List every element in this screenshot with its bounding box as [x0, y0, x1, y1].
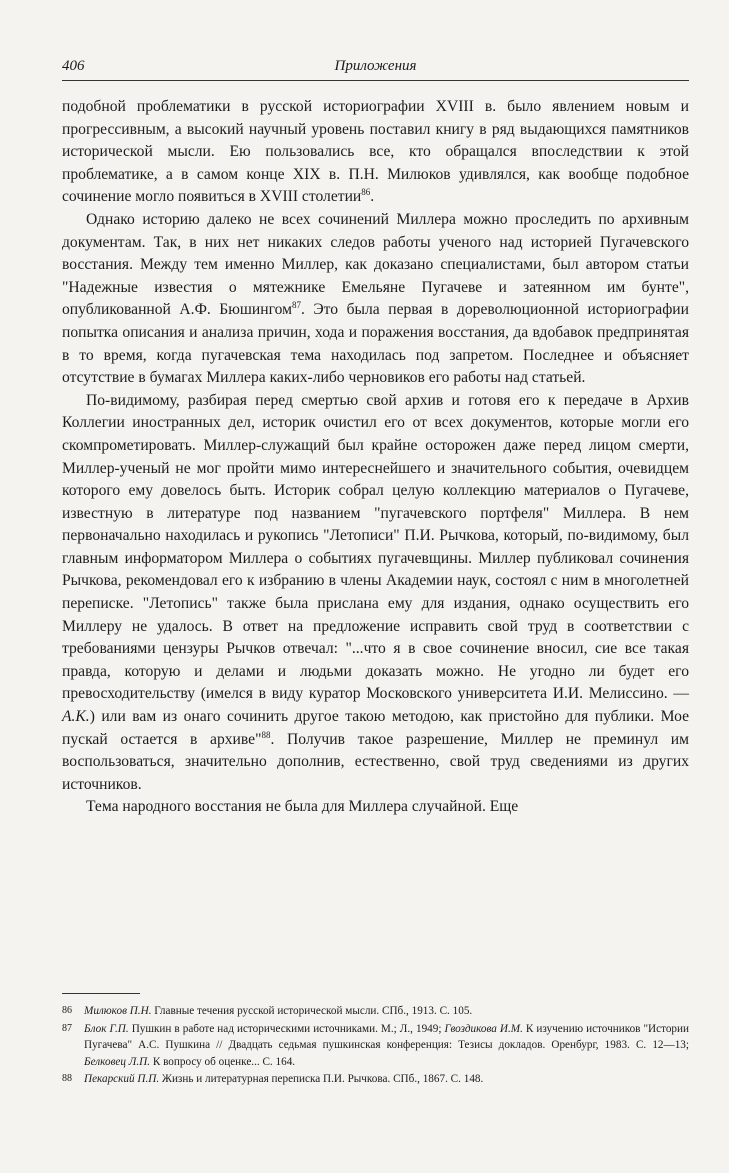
text-run: К вопросу об оценке... С. 164. [150, 1055, 296, 1068]
footnote-number: 88 [62, 1073, 72, 1085]
italic-text: Милюков П.Н. [84, 1005, 152, 1017]
footnote-number: 86 [62, 1005, 72, 1016]
text-run: Главные течения русской исторической мысли. СПб., 1913. С. 105. [151, 1005, 473, 1017]
italic-text: А.К. [62, 708, 90, 726]
text-run: . Это была первая в дореволюционной историографии попытка описания и анализа причин, хода и поражения восстания, да вдобавок предпринятая в то время, когда пугачевская тема находилась под запретом. Последнее и объясняет отсутствие в бумагах Миллера каких-либо черновиков его работы над статьей. [62, 301, 689, 387]
footnote-number: 87 [62, 1022, 72, 1034]
footnote-ref: 88 [261, 729, 271, 740]
footnote-text [84, 1023, 689, 1068]
footnotes [62, 1003, 689, 1089]
text-run: ) или вам из онаго сочинить другое такою методою, как пристойно для публики. Мое пускай остается в архиве" [62, 708, 689, 748]
footnote-88 [62, 1071, 689, 1088]
text-run: Тема народного восстания не была для Миллера случайной. Еще [86, 798, 519, 816]
footnote-separator [62, 993, 140, 994]
italic-text: Блок Г.П. [84, 1022, 129, 1035]
italic-text: Пекарский П.П. [84, 1073, 160, 1086]
italic-text: Белковец Л.П. [84, 1055, 151, 1068]
paragraph-2 [62, 209, 689, 390]
paragraph-4 [62, 796, 689, 819]
paragraph-1 [62, 96, 689, 209]
running-title: Приложения [334, 58, 417, 74]
text-run: подобной проблематики в русской историографии XVIII в. было явлением новым и прогрессивным, а высокий научный уровень поставил книгу в ряд выдающихся памятников исторической мысли. Ею пользовались все, кто обращался впоследствии к этой проблематике, а в самом конце XIX в. П.Н. Милюков удивлялся, как вообще подобное сочинение могло появиться в XVIII столетии [62, 98, 689, 206]
footnote-text [84, 1005, 472, 1017]
text-run: Пушкин в работе над историческими источниками. М.; Л., 1949; [128, 1022, 445, 1035]
text-run: К изучению источников "Истории Пугачева" А.С. Пушкина // Двадцать седьмая пушкинская конференция: Тезисы докладов. Оренбург, 1983. С. 12—13; [84, 1022, 689, 1052]
paragraph-3 [62, 390, 689, 797]
italic-text: Гвоздикова И.М. [444, 1022, 523, 1035]
main-text [62, 96, 689, 819]
footnote-text [84, 1073, 483, 1085]
footnote-ref: 86 [361, 187, 371, 198]
footnote-ref: 87 [291, 300, 301, 311]
text-run: . [370, 188, 375, 206]
text-run: Жизнь и литературная переписка П.И. Рычкова. СПб., 1867. С. 148. [159, 1073, 484, 1086]
text-run: По-видимому, разбирая перед смертью свой архив и готовя его к передаче в Архив Коллегии иностранных дел, историк очистил его от всех документов, которые могли его скомпрометировать. Миллер-служащий был крайне осторожен даже перед лицом смерти, Миллер-ученый не мог пройти мимо интереснейшего и значительного события, очевидцем которого ему довелось быть. Историк собрал целую коллекцию материалов о Пугачеве, известную в литературе под названием "пугачевского портфеля" Миллера. В нем первоначально находилась и рукопись "Летописи" П.И. Рычкова, который, по-видимому, был главным информатором Миллера о событиях пугачевщины. Миллер публиковал сочинения Рычкова, рекомендовал его к избранию в члены Академии наук, состоял с ним в многолетней переписке. "Летопись" также была прислана ему для издания, однако осуществить его Миллеру не удалось. В ответ на предложение исправить свой труд в соответствии с требованиями цензуры Рычков отвечал: "...что я в свое сочинение вносил, сие все такая правда, которую и делами и людьми доказать можно. Не угодно ли будет его превосходительству (имелся в виду куратор Московского университета И.И. Мелиссино. — [62, 391, 689, 703]
text-run: Однако историю далеко не всех сочинений Миллера можно проследить по архивным документам. Так, в них нет никаких следов работы ученого над историей Пугачевского восстания. Между тем именно Миллер, как доказано специалистами, был автором статьи "Надежные известия о мятежнике Емельяне Пугачеве и затеянном им бунте", опубликованной А.Ф. Бюшингом [62, 210, 689, 319]
footnote-87 [62, 1021, 689, 1071]
text-run: . Получив такое разрешение, Миллер не преминул им воспользоваться, значительно дополнив, естественно, свой труд сведениями из других источников. [62, 730, 690, 793]
running-header [62, 56, 689, 81]
footnote-86 [62, 1003, 689, 1020]
page-number: 406 [62, 58, 85, 74]
